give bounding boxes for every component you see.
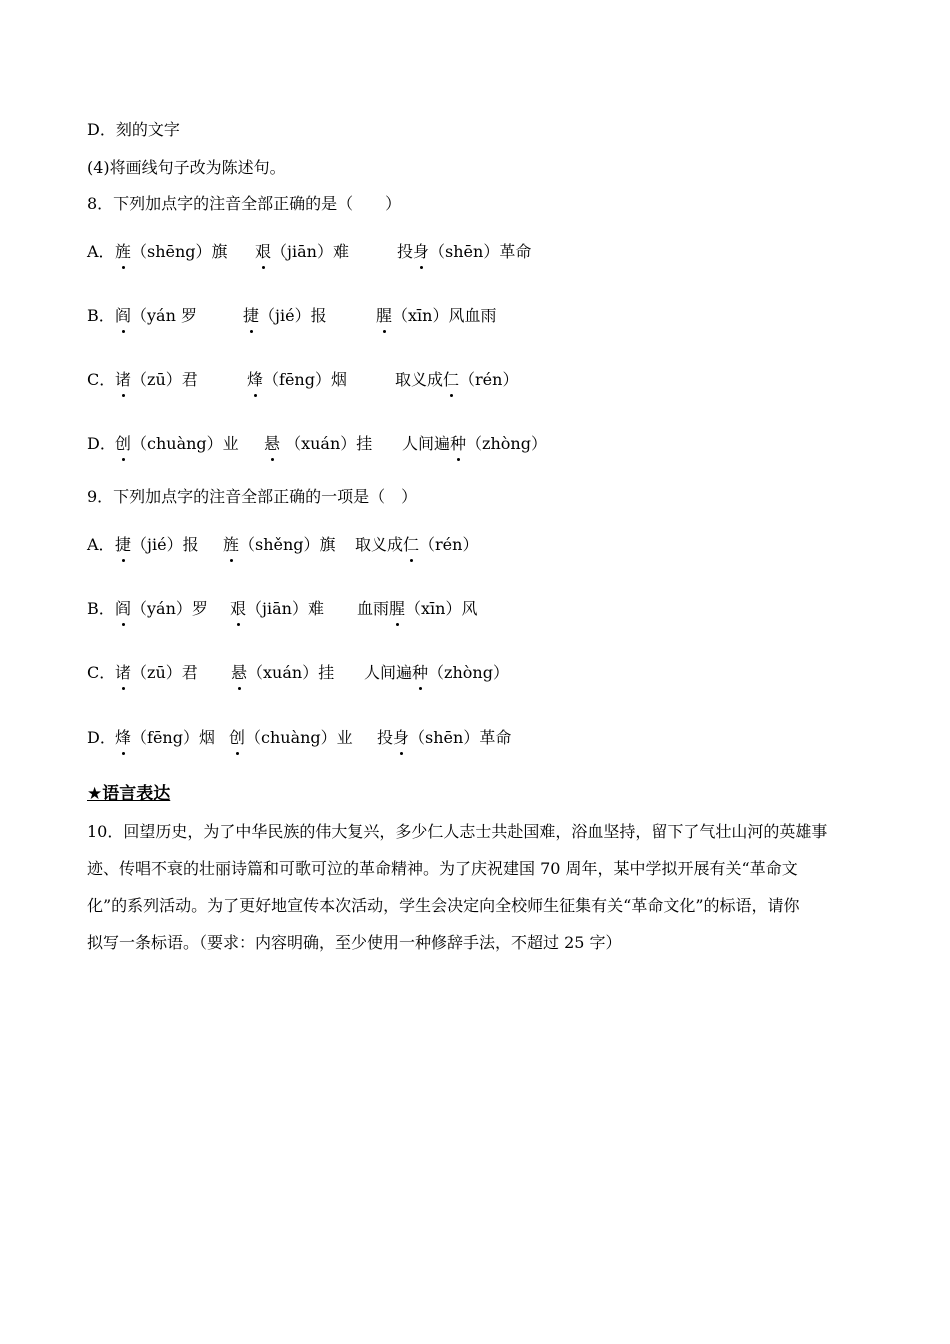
option-item: 旌（shēng）旗: [115, 242, 228, 261]
option-item: 腥（xīn）风血雨: [376, 306, 497, 325]
section-title-language-expression: ★语言表达: [87, 784, 171, 804]
option-item: 艰（jiān）难: [230, 599, 324, 618]
dotted-char: 旌: [115, 242, 132, 261]
option-item: 诸（zū）君: [115, 370, 198, 389]
option-item: 悬（xuán）挂: [231, 663, 335, 682]
dotted-char: 阎: [115, 306, 132, 325]
option-item: 阎（yán 罗: [115, 306, 197, 325]
q7-option-d: D．刻的文字: [87, 120, 180, 139]
dotted-char: 种: [450, 434, 467, 453]
dotted-char: 腥: [389, 599, 406, 618]
q10-line-4: 拟写一条标语。（要求：内容明确，至少使用一种修辞手法，不超过 25 字）: [87, 933, 622, 952]
option-letter: C．: [87, 663, 116, 682]
option-letter: A．: [87, 242, 115, 261]
dotted-char: 烽: [247, 370, 264, 389]
dotted-char: 种: [412, 663, 429, 682]
option-letter: B．: [87, 599, 115, 618]
dotted-char: 烽: [115, 728, 132, 747]
option-item: 捷（jié）报: [243, 306, 327, 325]
q10-line-3: 化”的系列活动。为了更好地宣传本次活动，学生会决定向全校师生征集有关“革命文化”的标语，请你: [87, 896, 800, 915]
option-letter: D．: [87, 728, 116, 747]
option-letter: D．: [87, 434, 116, 453]
option-item: 阎（yán）罗: [115, 599, 208, 618]
dotted-char: 悬: [264, 434, 281, 453]
dotted-char: 创: [115, 434, 132, 453]
option-item: 捷（jié）报: [115, 535, 199, 554]
q9-stem: 9．下列加点字的注音全部正确的一项是（ ）: [87, 487, 418, 506]
q7-sub-question-4: (4)将画线句子改为陈述句。: [87, 158, 286, 177]
dotted-char: 捷: [115, 535, 132, 554]
q8-stem: 8．下列加点字的注音全部正确的是（ ）: [87, 194, 402, 213]
dotted-char: 阎: [115, 599, 132, 618]
dotted-char: 仁: [443, 370, 460, 389]
option-item: 取义成仁（rén）: [395, 370, 519, 389]
dotted-char: 身: [413, 242, 430, 261]
option-letter: A．: [87, 535, 115, 554]
option-item: 烽（fēng）烟: [115, 728, 215, 747]
option-item: 烽（fēng）烟: [247, 370, 347, 389]
option-letter: C．: [87, 370, 116, 389]
dotted-char: 诸: [115, 370, 132, 389]
dotted-char: 创: [229, 728, 246, 747]
option-letter: B．: [87, 306, 115, 325]
option-item: 创（chuàng）业: [115, 434, 239, 453]
option-item: 艰（jiān）难: [255, 242, 349, 261]
option-item: 旌（shěng）旗: [223, 535, 336, 554]
dotted-char: 诸: [115, 663, 132, 682]
q10-line-1: 10．回望历史，为了中华民族的伟大复兴，多少仁人志士共赴国难，浴血坚持，留下了气壮山河的英雄事: [87, 822, 828, 841]
option-item: 人间遍种（zhòng）: [402, 434, 547, 453]
dotted-char: 捷: [243, 306, 260, 325]
option-item: 血雨腥（xīn）风: [357, 599, 478, 618]
option-item: 投身（shēn）革命: [397, 242, 532, 261]
option-item: 诸（zū）君: [115, 663, 198, 682]
q10-line-2: 迹、传唱不衰的壮丽诗篇和可歌可泣的革命精神。为了庆祝建国 70 周年，某中学拟开展有关“革命文: [87, 859, 798, 878]
option-item: 创（chuàng）业: [229, 728, 353, 747]
dotted-char: 艰: [230, 599, 247, 618]
option-item: 取义成仁（rén）: [355, 535, 479, 554]
dotted-char: 艰: [255, 242, 272, 261]
dotted-char: 身: [393, 728, 410, 747]
option-item: 投身（shēn）革命: [377, 728, 512, 747]
dotted-char: 悬: [231, 663, 248, 682]
option-item: 人间遍种（zhòng）: [364, 663, 509, 682]
dotted-char: 仁: [403, 535, 420, 554]
option-item: 悬 （xuán）挂: [264, 434, 373, 453]
dotted-char: 腥: [376, 306, 393, 325]
dotted-char: 旌: [223, 535, 240, 554]
